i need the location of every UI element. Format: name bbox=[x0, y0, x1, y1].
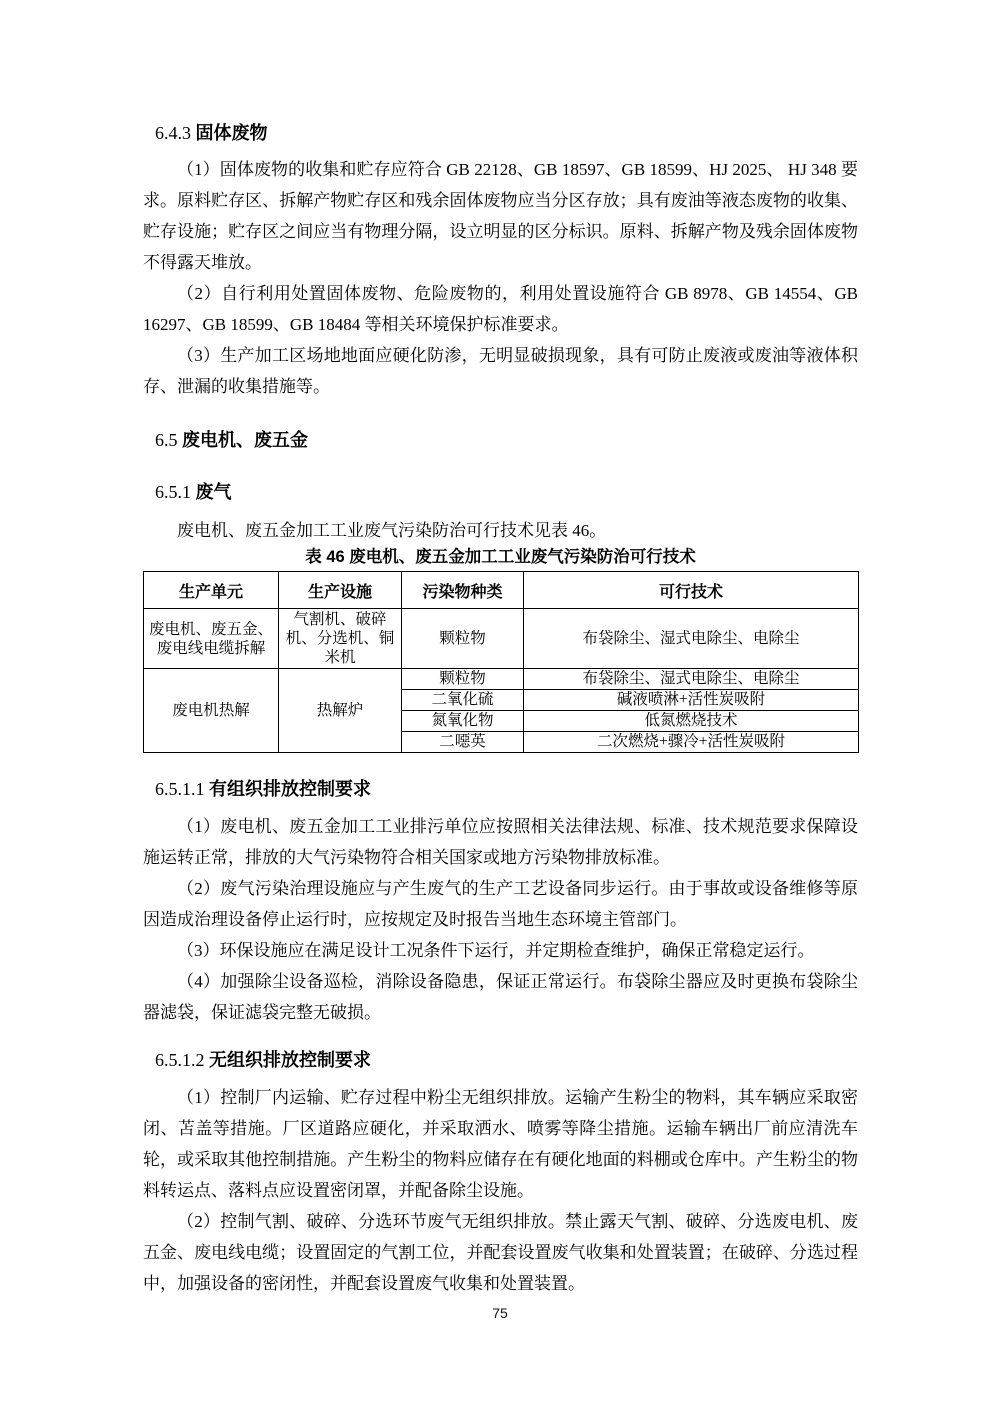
cell-tech: 布袋除尘、湿式电除尘、电除尘 bbox=[524, 609, 859, 669]
cell-tech: 二次燃烧+骤冷+活性炭吸附 bbox=[524, 732, 859, 753]
cell-tech: 低氮燃烧技术 bbox=[524, 711, 859, 732]
paragraph-6511-1: （1）废电机、废五金加工工业排污单位应按照相关法律法规、标准、技术规范要求保障设施运转正常，排放的大气污染物符合相关国家或地方污染物排放标准。 bbox=[143, 817, 858, 867]
section-title: 废电机、废五金 bbox=[182, 430, 308, 450]
heading-6-5-1-2 bbox=[155, 1049, 858, 1071]
heading-6-5-1 bbox=[155, 481, 858, 503]
section-number: 6.5 bbox=[155, 430, 178, 450]
cell-tech: 布袋除尘、湿式电除尘、电除尘 bbox=[524, 669, 859, 690]
page-number: 75 bbox=[492, 1305, 508, 1321]
paragraph-6511-4: （4）加强除尘设备巡检，消除设备隐患，保证正常运行。布袋除尘器应及时更换布袋除尘器滤袋，保证滤袋完整无破损。 bbox=[143, 972, 858, 1022]
cell-facility: 气割机、破碎机、分选机、铜米机 bbox=[279, 609, 402, 669]
paragraph-6511-2: （2）废气污染治理设施应与产生废气的生产工艺设备同步运行。由于事故或设备维修等原因造成治理设备停止运行时，应按规定及时报告当地生态环境主管部门。 bbox=[143, 879, 858, 929]
section-title: 无组织排放控制要求 bbox=[209, 1050, 371, 1070]
paragraph-6512-1: （1）控制厂内运输、贮存过程中粉尘无组织排放。运输产生粉尘的物料，其车辆应采取密闭、苫盖等措施。厂区道路应硬化，并采取洒水、喷雾等降尘措施。运输车辆出厂前应清洗车轮，或采取其他控制措施。产生粉尘的物料应储存在有硬化地面的料棚或仓库中。产生粉尘的物料转运点、落料点应设置密闭罩，并配备除尘设施。 bbox=[143, 1088, 858, 1200]
heading-6-5 bbox=[155, 429, 858, 451]
table-row bbox=[144, 669, 859, 690]
paragraph-6512-2: （2）控制气割、破碎、分选环节废气无组织排放。禁止露天气割、破碎、分选废电机、废五金、废电线电缆；设置固定的气割工位，并配套设置废气收集和处置装置；在破碎、分选过程中，加强设备的密闭性，并配套设置废气收集和处置装置。 bbox=[143, 1212, 858, 1293]
cell-pollutant: 颗粒物 bbox=[402, 609, 524, 669]
cell-pollutant: 氮氧化物 bbox=[402, 711, 524, 732]
section-number: 6.5.1 bbox=[155, 482, 191, 502]
section-title: 固体废物 bbox=[195, 123, 268, 143]
section-title: 有组织排放控制要求 bbox=[209, 779, 371, 799]
paragraph-6511-3: （3）环保设施应在满足设计工况条件下运行，并定期检查维护，确保正常稳定运行。 bbox=[177, 941, 815, 960]
col-header-feasible-technology: 可行技术 bbox=[524, 572, 859, 609]
section-number: 6.4.3 bbox=[155, 123, 191, 143]
cell-pollutant: 二噁英 bbox=[402, 732, 524, 753]
cell-unit: 废电机热解 bbox=[144, 669, 279, 753]
table-intro-text: 废电机、废五金加工工业废气污染防治可行技术见表 46。 bbox=[177, 521, 607, 540]
paragraph-643-3: （3）生产加工区场地地面应硬化防渗，无明显破损现象，具有可防止废液或废油等液体积存、泄漏的收集措施等。 bbox=[143, 346, 858, 396]
paragraph-643-2: （2）自行利用处置固体废物、危险废物的，利用处置设施符合 GB 8978、GB 14554、GB 16297、GB 18599、GB 18484 等相关环境保护标准要求。 bbox=[143, 284, 858, 334]
paragraph-643-1: （1）固体废物的收集和贮存应符合 GB 22128、GB 18597、GB 18599、HJ 2025、 HJ 348 要求。原料贮存区、拆解产物贮存区和残余固体废物应当分区存放；具有废油等液态废物的收集、贮存设施；贮存区之间应当有物理分隔，设立明显的区分标识。原料、拆解产物及残余固体废物不得露天堆放。 bbox=[143, 160, 858, 272]
section-title: 废气 bbox=[195, 482, 232, 502]
cell-pollutant: 二氧化硫 bbox=[402, 690, 524, 711]
col-header-pollutant-type: 污染物种类 bbox=[402, 572, 524, 609]
col-header-production-unit: 生产单元 bbox=[144, 572, 279, 609]
heading-6-4-3 bbox=[155, 122, 858, 144]
cell-tech: 碱液喷淋+活性炭吸附 bbox=[524, 690, 859, 711]
col-header-production-facility: 生产设施 bbox=[279, 572, 402, 609]
cell-facility: 热解炉 bbox=[279, 669, 402, 753]
table-header-row bbox=[144, 572, 859, 609]
heading-6-5-1-1 bbox=[155, 778, 858, 800]
cell-unit: 废电机、废五金、废电线电缆拆解 bbox=[144, 609, 279, 669]
section-number: 6.5.1.1 bbox=[155, 779, 205, 799]
table-row bbox=[144, 609, 859, 669]
section-number: 6.5.1.2 bbox=[155, 1050, 205, 1070]
table-46 bbox=[143, 571, 859, 753]
cell-pollutant: 颗粒物 bbox=[402, 669, 524, 690]
table-caption: 表 46 废电机、废五金加工工业废气污染防治可行技术 bbox=[305, 548, 696, 566]
